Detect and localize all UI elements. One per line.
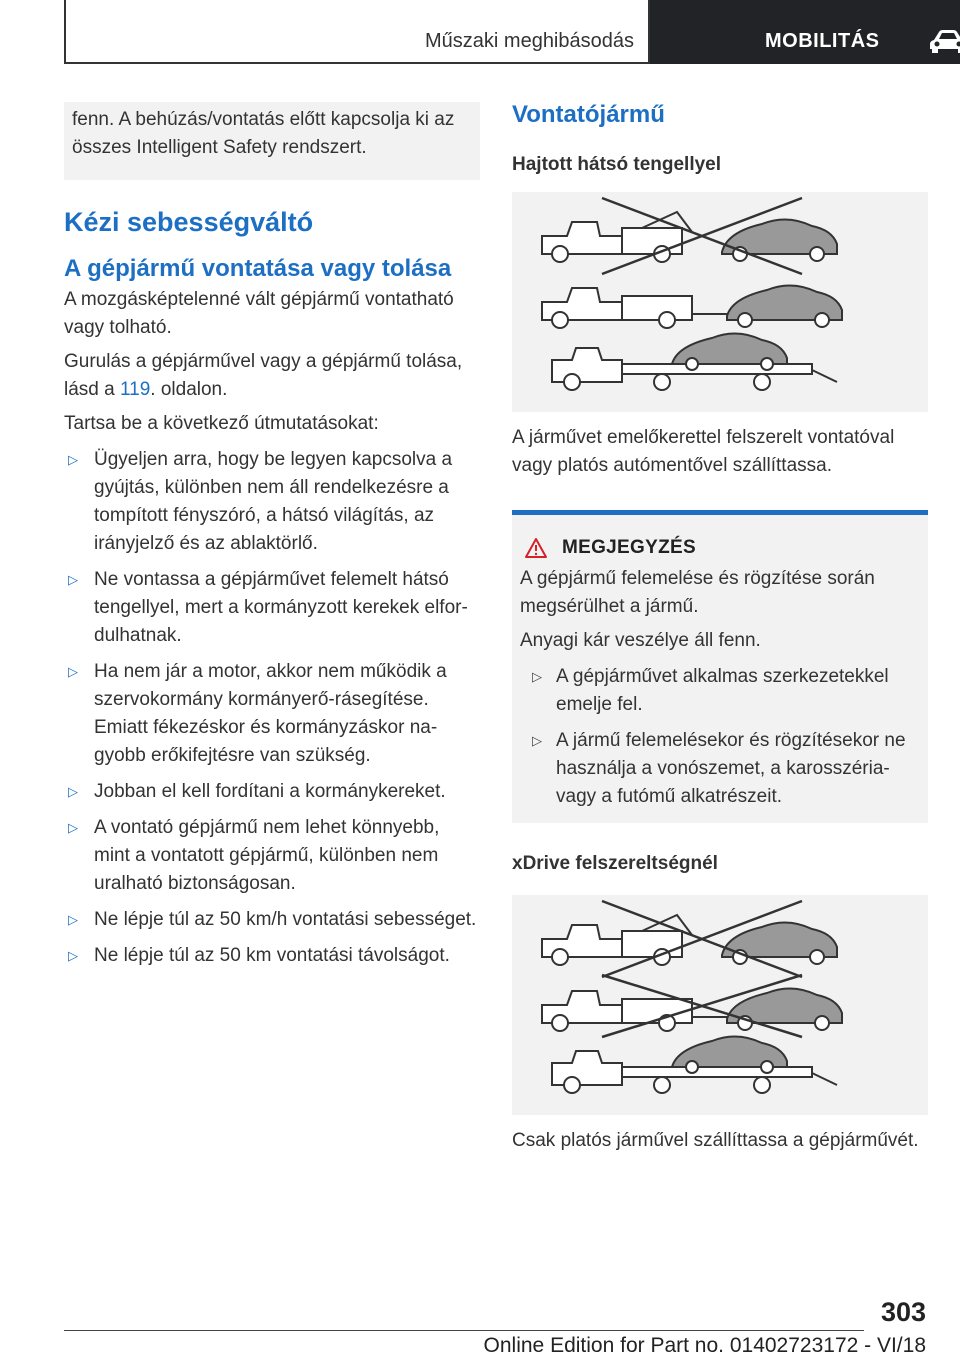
towing-illustration-xdrive	[512, 895, 928, 1115]
triangle-right-icon: ▷	[68, 452, 78, 467]
rear-axle-subheading: Hajtott hátsó tengellyel	[512, 154, 722, 175]
notice-title-text: MEGJEGYZÉS	[562, 537, 696, 558]
triangle-right-icon: ▷	[68, 572, 78, 587]
header-section-tab	[64, 0, 650, 64]
list-item-text: A vontató gépjármű nem lehet könnyebb, mint a vontatott gépjármű, különben nem uralható biztonságosan.	[94, 817, 440, 894]
list-item	[520, 727, 920, 811]
right-column	[512, 100, 928, 1155]
list-item	[64, 658, 480, 770]
warning-triangle-icon	[524, 537, 548, 559]
triangle-right-icon: ▷	[68, 820, 78, 835]
notice-list	[520, 663, 920, 811]
header-chapter-tab	[650, 0, 960, 64]
figure-caption-xdrive: Csak platós járművel szállíttassa a gépjárművét.	[512, 1130, 919, 1151]
list-item-text: A gépjárművet alkalmas szerkezetekkel emelje fel.	[556, 666, 889, 715]
triangle-right-icon: ▷	[68, 912, 78, 927]
list-item-text: Ügyeljen arra, hogy be legyen kapcsolva a gyújtás, különben nem áll rendelkezésre a tompított fényszóró, a hátsó világítás, az irányjelző és az ablaktörlő.	[94, 449, 453, 554]
list-item	[64, 906, 480, 934]
triangle-right-icon: ▷	[532, 733, 542, 748]
list-item-text: Ne lépje túl az 50 km/h vontatási sebességet.	[94, 909, 477, 930]
continued-warning-text: fenn. A behúzás/vontatás előtt kapcsolja ki az összes Intelligent Safety rendszert.	[72, 109, 455, 158]
header-section-title: Műszaki meghibásodás	[425, 30, 634, 52]
list-item-text: Ne lépje túl az 50 km vontatási távolságot.	[94, 945, 450, 966]
list-item	[520, 663, 920, 719]
list-item	[64, 814, 480, 898]
notice-title	[520, 537, 920, 559]
page-reference-link[interactable]: 119	[119, 379, 151, 400]
car-front-icon	[928, 28, 960, 54]
intro-paragraph: A mozgásképtelenné vált gépjármű vontatható vagy tolható.	[64, 289, 454, 338]
notice-paragraph: A gépjármű felemelése és rögzítése során megsérülhet a jármű.	[520, 568, 875, 617]
list-item	[64, 566, 480, 650]
header-chapter-title: MOBILITÁS	[765, 30, 880, 52]
list-item-text: Ne vontassa a gépjárművet felemelt hátsó tengellyel, mert a kormányzott kerekek elfor-dulhatnak.	[94, 569, 468, 646]
list-item-text: A jármű felemelésekor és rögzítésekor ne használja a vonószemet, a karosszéria-vagy a futómű alkatrészeit.	[556, 730, 906, 807]
reference-text: Gurulás a gépjárművel vagy a gépjármű tolása, lásd a	[64, 351, 463, 400]
subsection-heading: A gépjármű vontatása vagy tolása	[64, 255, 452, 282]
triangle-right-icon: ▷	[532, 669, 542, 684]
continued-warning-box	[64, 102, 480, 180]
section-heading: Kézi sebességváltó	[64, 207, 314, 237]
figure-caption-rwd: A járművet emelőkerettel felszerelt vontatóval vagy platós autómentővel szállíttassa.	[512, 427, 895, 476]
xdrive-subheading: xDrive felszereltségnél	[512, 853, 718, 874]
list-item-text: Jobban el kell fordítani a kormánykereket.	[94, 781, 446, 802]
triangle-right-icon: ▷	[68, 664, 78, 679]
reference-suffix: . oldalon.	[150, 379, 228, 400]
instructions-list	[64, 446, 480, 970]
towing-illustration-rwd	[512, 192, 928, 412]
list-item-text: Ha nem jár a motor, akkor nem működik a szervokormány kormányerő-rásegítése. Emiatt fékezéskor és kormányzáskor na-gyobb erőkifejtésre van szükség.	[94, 661, 447, 766]
footer-divider	[64, 1330, 864, 1331]
page-number: 303	[880, 1297, 926, 1327]
notice-box	[512, 510, 928, 823]
towing-vehicle-heading: Vontatójármű	[512, 101, 665, 128]
triangle-right-icon: ▷	[68, 948, 78, 963]
notice-consequence: Anyagi kár veszélye áll fenn.	[520, 630, 761, 651]
list-item	[64, 778, 480, 806]
triangle-right-icon: ▷	[68, 784, 78, 799]
instructions-intro: Tartsa be a következő útmutatásokat:	[64, 413, 379, 434]
list-item	[64, 446, 480, 558]
reference-paragraph	[64, 348, 480, 404]
list-item	[64, 942, 480, 970]
footer-edition: Online Edition for Part no. 01402723172 - VI/18	[483, 1334, 926, 1357]
left-column	[64, 102, 480, 970]
page-header	[64, 0, 960, 64]
